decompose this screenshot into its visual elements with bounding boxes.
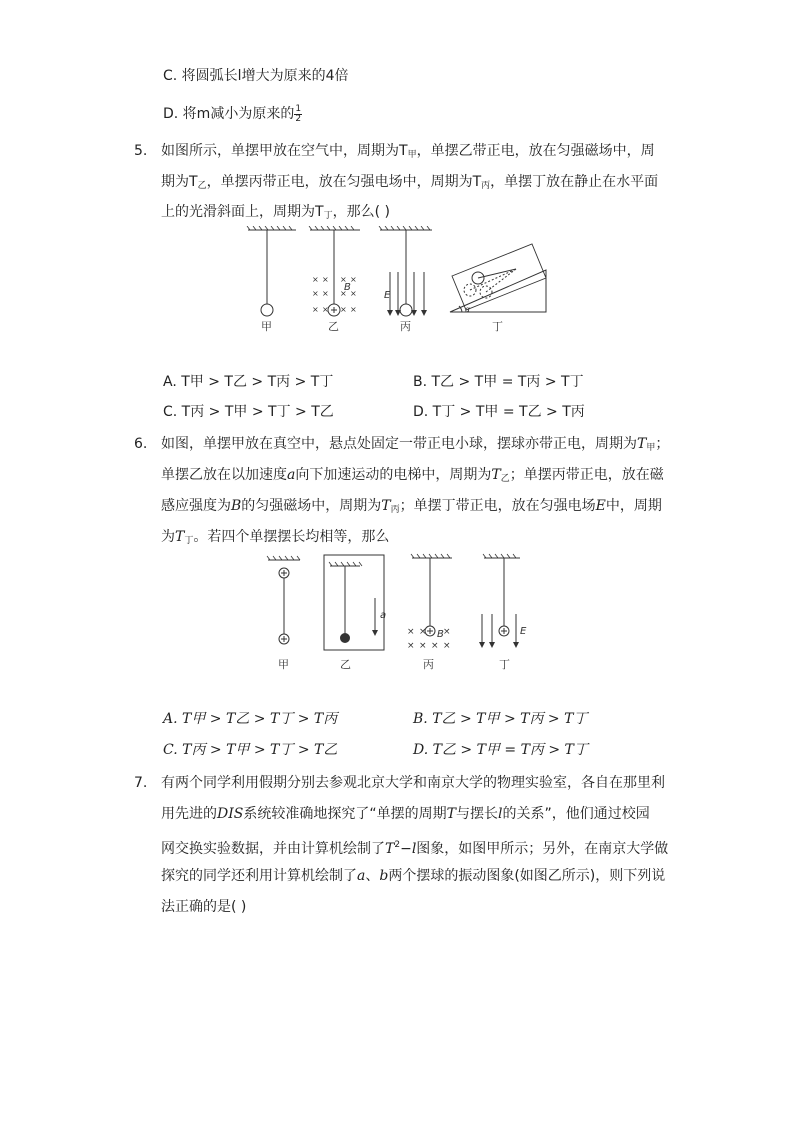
incline-angle-label: α [465, 305, 471, 314]
q7-line2-b: 系统较准确地探究了“单摆的周期 [243, 806, 447, 822]
svg-text:×: × [312, 275, 319, 284]
q6-option-a: A. T甲 > T乙 > T丁 > T丙 [163, 711, 338, 727]
q6-line1-t: T [637, 436, 647, 452]
q6-line2-sub: 乙 [500, 474, 510, 484]
q6-line2-var-a: a [287, 467, 296, 483]
fraction-denominator: 2 [295, 113, 302, 124]
q6-line2-b: 向下加速运动的电梯中，周期为 [295, 467, 492, 483]
fig6-label-jia: 甲 [278, 658, 289, 671]
q6-line1-b: ； [655, 436, 670, 452]
q7-line2-l: l [497, 806, 503, 822]
q6-option-b: B. T乙 > T甲 > T丙 > T丁 [413, 711, 588, 727]
option-d-prev-text: D. 将m减小为原来的 [163, 106, 295, 122]
q7-line4-va: a [357, 868, 366, 884]
q7-line3-l: l [411, 841, 417, 857]
q5-option-b: B. T乙 > T甲 = T丙 > T丁 [413, 374, 584, 390]
svg-text:×: × [340, 275, 347, 284]
q6-line1-sub: 甲 [646, 443, 656, 453]
q5-line2-sub-b: 丙 [481, 181, 491, 191]
question-7-line-5: 法正确的是( ) [161, 899, 247, 915]
fraction-one-half [294, 105, 302, 124]
q7-line2-t: T [446, 806, 456, 822]
q5-line2-sub-a: 乙 [197, 181, 207, 191]
svg-text:×: × [419, 627, 427, 637]
svg-text:×: × [419, 641, 427, 651]
question-5-line-3 [161, 202, 390, 226]
svg-text:×: × [443, 627, 451, 637]
q6-line2-c: ；单摆丙带正电，放在磁 [509, 467, 664, 483]
svg-text:×: × [312, 289, 319, 298]
question-7-line-3 [161, 835, 668, 859]
svg-text:×: × [350, 305, 357, 314]
elevator-bob [340, 633, 350, 643]
q6-line4-sub: 丁 [184, 536, 194, 546]
electric-field-label-6: E [520, 626, 527, 637]
question-5-line-2 [161, 172, 658, 196]
q6-line3-d: 中，周期 [605, 498, 662, 514]
question-6-number: 6. [134, 436, 148, 452]
question-7-line-4 [161, 866, 665, 886]
q5-option-a: A. T甲 > T乙 > T丙 > T丁 [163, 374, 334, 390]
question-5-line-1 [161, 141, 655, 165]
q6-line4-b: 。若四个单摆摆长均相等，那么 [193, 529, 390, 545]
q5-line1-a: 如图所示，单摆甲放在空气中，周期为T [161, 143, 408, 159]
svg-text:×: × [322, 305, 329, 314]
svg-text:×: × [340, 289, 347, 298]
electric-field-label: E [384, 290, 391, 301]
q5-line2-c: ，单摆丁放在静止在水平面 [490, 174, 659, 190]
fig5-label-jia: 甲 [261, 320, 272, 333]
magnetic-field-label: B [344, 282, 351, 293]
svg-text:×: × [322, 289, 329, 298]
option-c-prev: C. 将圆弧长l增大为原来的4倍 [163, 68, 349, 84]
q6-option-c: C. T丙 > T甲 > T丁 > T乙 [163, 742, 338, 758]
svg-text:×: × [443, 641, 451, 651]
fig5-label-bing: 丙 [400, 320, 411, 333]
q7-line2-a: 用先进的 [161, 806, 217, 822]
q5-line2-b: ，单摆丙带正电，放在匀强电场中，周期为T [206, 174, 482, 190]
fraction-numerator: 1 [295, 103, 302, 114]
q7-line4-c: 两个摆球的振动图象(如图乙所示)，则下列说 [388, 868, 666, 884]
question-6-line-2 [161, 465, 664, 489]
acceleration-label: a [380, 610, 387, 621]
svg-text:×: × [407, 627, 415, 637]
q7-line3-b: − [400, 841, 412, 857]
q6-line2-a: 单摆乙放在以加速度 [161, 467, 287, 483]
fig6-label-bing: 丙 [423, 658, 434, 671]
q7-line4-vb: b [379, 868, 389, 884]
q5-line3-b: ，那么( ) [332, 204, 390, 220]
question-6-line-4 [161, 527, 389, 551]
q6-line2-t: T [491, 467, 501, 483]
q7-line3-sup: 2 [394, 840, 401, 850]
svg-text:×: × [350, 289, 357, 298]
q7-line3-t: T [385, 841, 395, 857]
fig5-label-yi: 乙 [328, 320, 339, 333]
question-7-line-1: 有两个同学利用假期分别去参观北京大学和南京大学的物理实验室，各自在那里利 [161, 775, 665, 791]
q6-line3-t: T [381, 498, 391, 514]
question-6-figure [262, 552, 532, 674]
question-7-number: 7. [134, 775, 148, 791]
q5-line3-sub: 丁 [323, 211, 333, 221]
svg-text:×: × [431, 641, 439, 651]
q7-line3-c: 图象，如图甲所示；另外，在南京大学做 [416, 841, 669, 857]
fig6-label-ding: 丁 [499, 658, 510, 671]
question-5-number: 5. [134, 143, 148, 159]
q6-line3-b: 的匀强磁场中，周期为 [241, 498, 382, 514]
svg-text:×: × [350, 275, 357, 284]
svg-text:×: × [312, 305, 319, 314]
option-d-prev [163, 104, 302, 124]
q7-line4-b: 、 [365, 868, 380, 884]
question-6-line-3 [161, 496, 662, 520]
q7-line3-a: 网交换实验数据，并由计算机绘制了 [161, 841, 385, 857]
q7-line2-dis: DIS [217, 806, 244, 822]
q6-line4-t: T [175, 529, 185, 545]
q5-line3-a: 上的光滑斜面上，周期为T [161, 204, 324, 220]
q5-line1-sub: 甲 [407, 150, 417, 160]
fig5-label-ding: 丁 [492, 320, 503, 333]
q7-line4-a: 探究的同学还利用计算机绘制了 [161, 868, 357, 884]
q6-line1-a: 如图，单摆甲放在真空中，悬点处固定一带正电小球，摆球亦带正电，周期为 [161, 436, 637, 452]
q5-line2-a: 期为T [161, 174, 198, 190]
question-5-figure [240, 226, 560, 336]
question-6-line-1 [161, 434, 669, 458]
q6-line4-a: 为 [161, 529, 175, 545]
fig6-label-yi: 乙 [340, 658, 351, 671]
q5-option-d: D. T丁 > T甲 = T乙 > T丙 [413, 404, 585, 420]
q6-option-d: D. T乙 > T甲 = T丙 > T丁 [413, 742, 588, 758]
q7-line2-c: 与摆长 [455, 806, 498, 822]
q6-line3-sub: 丙 [390, 505, 400, 515]
svg-text:×: × [322, 275, 329, 284]
svg-text:×: × [340, 305, 347, 314]
magnetic-field-label-6: B [437, 629, 444, 640]
q5-line1-b: ，单摆乙带正电，放在匀强磁场中，周 [416, 143, 655, 159]
q7-line2-d: 的关系”，他们通过校园 [502, 806, 650, 822]
q6-line3-var-e: E [595, 498, 606, 514]
svg-text:×: × [407, 641, 415, 651]
q6-line3-var-b: B [231, 498, 242, 514]
q5-option-c: C. T丙 > T甲 > T丁 > T乙 [163, 404, 334, 420]
q6-line3-a: 感应强度为 [161, 498, 231, 514]
q6-line3-c: ；单摆丁带正电，放在匀强电场 [399, 498, 596, 514]
question-7-line-2 [161, 804, 650, 824]
